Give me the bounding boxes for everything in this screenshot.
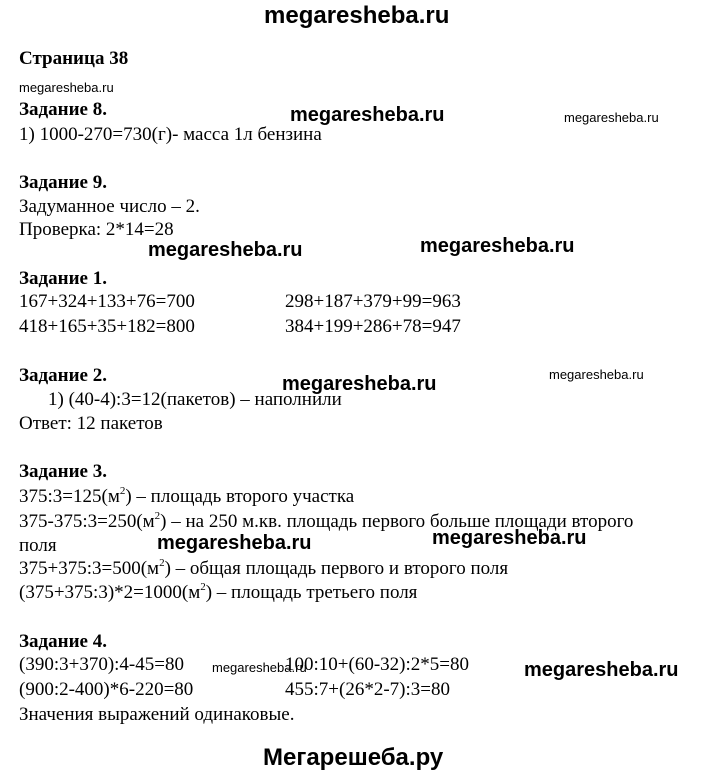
- task-2-line: 1) (40-4):3=12(пакетов) – наполнили: [48, 389, 342, 410]
- task-3-line: $375:3=125(м^2)$ – площадь второго участка: [19, 484, 355, 507]
- task-4-expr: (390:3+370):4-45=80: [19, 654, 184, 675]
- site-header-watermark: megaresheba.ru: [264, 2, 450, 29]
- watermark-big: megaresheba.ru: [290, 104, 445, 126]
- task-8-title: Задание 8.: [19, 99, 107, 120]
- task-4-conclusion: Значения выражений одинаковые.: [19, 704, 295, 725]
- task-2-answer: Ответ: 12 пакетов: [19, 413, 163, 434]
- task-1-expr: 167+324+133+76=700: [19, 291, 195, 312]
- page-title: Страница 38: [19, 48, 129, 69]
- task-1-expr: 298+187+379+99=963: [285, 291, 461, 312]
- task-3-line: $375+375:3=500(м^2)$ – общая площадь первого и второго поля: [19, 556, 509, 579]
- task-8-line: 1) 1000-270=730(г)- масса 1л бензина: [19, 124, 322, 145]
- task-3-line-continued: поля: [19, 535, 57, 556]
- task-4-expr: 455:7+(26*2-7):3=80: [285, 679, 450, 700]
- task-1-expr: 384+199+286+78=947: [285, 316, 461, 337]
- task-9-title: Задание 9.: [19, 172, 107, 193]
- task-1-expr: 418+165+35+182=800: [19, 316, 195, 337]
- task-3-title: Задание 3.: [19, 461, 107, 482]
- task-2-title: Задание 2.: [19, 365, 107, 386]
- task-1-title: Задание 1.: [19, 268, 107, 289]
- watermark-big: megaresheba.ru: [524, 659, 679, 681]
- task-9-line: Задуманное число – 2.: [19, 196, 200, 217]
- watermark-big: megaresheba.ru: [282, 373, 437, 395]
- watermark-big: megaresheba.ru: [432, 527, 587, 549]
- watermark-small: megaresheba.ru: [564, 110, 659, 125]
- task-3-line: $(375+375:3)*2=1000(м^2)$ – площадь третьего поля: [19, 580, 418, 603]
- site-footer-watermark: Мегарешеба.ру: [263, 744, 444, 771]
- task-4-title: Задание 4.: [19, 631, 107, 652]
- watermark-small: megaresheba.ru: [212, 660, 307, 675]
- task-3-line: $375-375:3=250(м^2)$ – на 250 м.кв. площадь первого больше площади второго: [19, 509, 634, 532]
- watermark-small: megaresheba.ru: [549, 367, 644, 382]
- watermark-big: megaresheba.ru: [157, 532, 312, 554]
- task-4-expr: (900:2-400)*6-220=80: [19, 679, 194, 700]
- watermark-big: megaresheba.ru: [148, 239, 303, 261]
- task-9-check: Проверка: 2*14=28: [19, 219, 174, 240]
- watermark-small: megaresheba.ru: [19, 80, 114, 95]
- task-4-expr: 100:10+(60-32):2*5=80: [285, 654, 469, 675]
- watermark-big: megaresheba.ru: [420, 235, 575, 257]
